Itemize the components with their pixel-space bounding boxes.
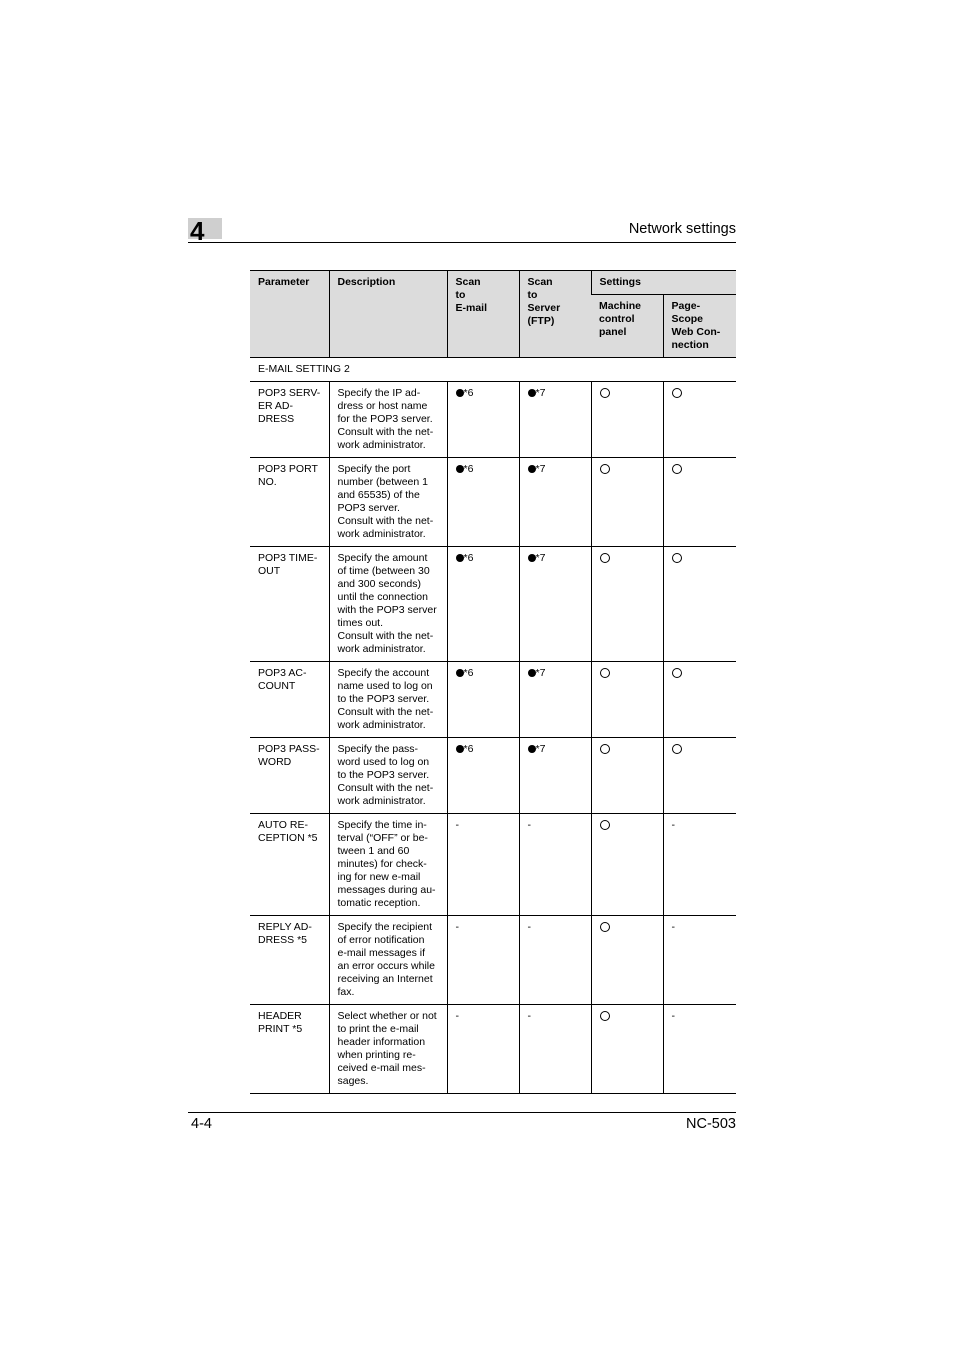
cell-note: *6 xyxy=(463,463,474,475)
cell-server xyxy=(519,547,591,662)
filled-circle-icon xyxy=(528,554,536,562)
col-header-description: Description xyxy=(329,271,447,358)
page-number: 4-4 xyxy=(191,1116,212,1132)
open-circle-icon xyxy=(600,464,610,474)
filled-circle-icon xyxy=(528,389,536,397)
cell-server xyxy=(519,382,591,458)
footer-rule xyxy=(188,1112,736,1113)
parameter-table xyxy=(250,270,736,1094)
open-circle-icon xyxy=(672,744,682,754)
filled-circle-icon xyxy=(528,669,536,677)
cell-web xyxy=(663,738,736,814)
table-row xyxy=(250,1005,736,1094)
cell-email xyxy=(447,458,519,547)
filled-circle-icon xyxy=(456,389,464,397)
open-circle-icon xyxy=(672,668,682,678)
cell-note: *7 xyxy=(535,552,546,564)
cell-description: Specify the account name used to log on to the POP3 server. Consult with the net- work administrator. xyxy=(329,662,447,738)
cell-note: - xyxy=(527,819,531,831)
cell-description: Specify the time in- terval (“OFF” or be- tween 1 and 60 minutes) for check- ing for new e-mail messages during au- tomatic reception. xyxy=(329,814,447,916)
cell-server xyxy=(519,814,591,916)
cell-email xyxy=(447,814,519,916)
open-circle-icon xyxy=(672,464,682,474)
cell-note: - xyxy=(455,819,459,831)
chapter-number: 4 xyxy=(190,216,205,246)
cell-parameter: HEADER PRINT *5 xyxy=(250,1005,329,1094)
cell-parameter: POP3 AC- COUNT xyxy=(250,662,329,738)
open-circle-icon xyxy=(600,744,610,754)
table-row xyxy=(250,547,736,662)
cell-note: *7 xyxy=(535,463,546,475)
cell-parameter: POP3 PORT NO. xyxy=(250,458,329,547)
cell-note: - xyxy=(671,921,675,933)
col-header-settings: Settings xyxy=(591,271,736,295)
cell-web xyxy=(663,547,736,662)
cell-note: *6 xyxy=(463,552,474,564)
cell-server xyxy=(519,1005,591,1094)
cell-note: - xyxy=(671,819,675,831)
cell-note: - xyxy=(671,1010,675,1022)
cell-description: Specify the amount of time (between 30 and 300 seconds) until the connection with the POP3 server times out. Consult with the net- work administrator. xyxy=(329,547,447,662)
cell-note: *7 xyxy=(535,667,546,679)
filled-circle-icon xyxy=(528,745,536,753)
cell-web xyxy=(663,916,736,1005)
cell-machine xyxy=(591,1005,663,1094)
open-circle-icon xyxy=(600,388,610,398)
filled-circle-icon xyxy=(456,745,464,753)
open-circle-icon xyxy=(600,922,610,932)
cell-note: *6 xyxy=(463,667,474,679)
section-label: E-MAIL SETTING 2 xyxy=(250,358,736,382)
col-header-scan-server: Scan to Server (FTP) xyxy=(519,271,591,358)
table-row xyxy=(250,814,736,916)
cell-note: *7 xyxy=(535,743,546,755)
cell-email xyxy=(447,382,519,458)
filled-circle-icon xyxy=(456,554,464,562)
cell-server xyxy=(519,916,591,1005)
cell-description: Specify the IP ad- dress or host name for the POP3 server. Consult with the net- work administrator. xyxy=(329,382,447,458)
cell-note: - xyxy=(527,921,531,933)
header-rule xyxy=(188,242,736,243)
filled-circle-icon xyxy=(528,465,536,473)
cell-email xyxy=(447,662,519,738)
cell-machine xyxy=(591,458,663,547)
cell-machine xyxy=(591,382,663,458)
table-row xyxy=(250,662,736,738)
page-header-title: Network settings xyxy=(628,221,736,237)
cell-note: *6 xyxy=(463,743,474,755)
table-row xyxy=(250,738,736,814)
cell-note: - xyxy=(527,1010,531,1022)
cell-machine xyxy=(591,814,663,916)
cell-server xyxy=(519,458,591,547)
open-circle-icon xyxy=(600,1011,610,1021)
cell-description: Specify the port number (between 1 and 65535) of the POP3 server. Consult with the net- work administrator. xyxy=(329,458,447,547)
cell-web xyxy=(663,814,736,916)
cell-note: *6 xyxy=(463,387,474,399)
cell-web xyxy=(663,662,736,738)
open-circle-icon xyxy=(672,553,682,563)
table-row xyxy=(250,458,736,547)
cell-description: Specify the pass- word used to log on to the POP3 server. Consult with the net- work administrator. xyxy=(329,738,447,814)
filled-circle-icon xyxy=(456,669,464,677)
col-header-machine-panel: Machine control panel xyxy=(591,295,663,358)
table-row xyxy=(250,916,736,1005)
table-row xyxy=(250,382,736,458)
cell-web xyxy=(663,458,736,547)
col-header-pagescope: Page- Scope Web Con- nection xyxy=(663,295,736,358)
cell-machine xyxy=(591,738,663,814)
cell-machine xyxy=(591,547,663,662)
cell-machine xyxy=(591,662,663,738)
open-circle-icon xyxy=(600,668,610,678)
cell-description: Specify the recipient of error notification e-mail messages if an error occurs while receiving an Internet fax. xyxy=(329,916,447,1005)
cell-parameter: AUTO RE- CEPTION *5 xyxy=(250,814,329,916)
open-circle-icon xyxy=(672,388,682,398)
col-header-scan-email: Scan to E-mail xyxy=(447,271,519,358)
cell-email xyxy=(447,547,519,662)
cell-email xyxy=(447,916,519,1005)
filled-circle-icon xyxy=(456,465,464,473)
col-header-parameter: Parameter xyxy=(250,271,329,358)
cell-note: - xyxy=(455,921,459,933)
cell-parameter: POP3 PASS- WORD xyxy=(250,738,329,814)
cell-machine xyxy=(591,916,663,1005)
cell-note: - xyxy=(455,1010,459,1022)
cell-server xyxy=(519,662,591,738)
cell-web xyxy=(663,382,736,458)
open-circle-icon xyxy=(600,820,610,830)
cell-server xyxy=(519,738,591,814)
open-circle-icon xyxy=(600,553,610,563)
cell-parameter: REPLY AD- DRESS *5 xyxy=(250,916,329,1005)
cell-note: *7 xyxy=(535,387,546,399)
cell-web xyxy=(663,1005,736,1094)
cell-description: Select whether or not to print the e-mail header information when printing re- ceived e-mail mes- sages. xyxy=(329,1005,447,1094)
cell-parameter: POP3 SERV- ER AD- DRESS xyxy=(250,382,329,458)
model-name: NC-503 xyxy=(686,1116,736,1132)
cell-parameter: POP3 TIME- OUT xyxy=(250,547,329,662)
cell-email xyxy=(447,738,519,814)
cell-email xyxy=(447,1005,519,1094)
